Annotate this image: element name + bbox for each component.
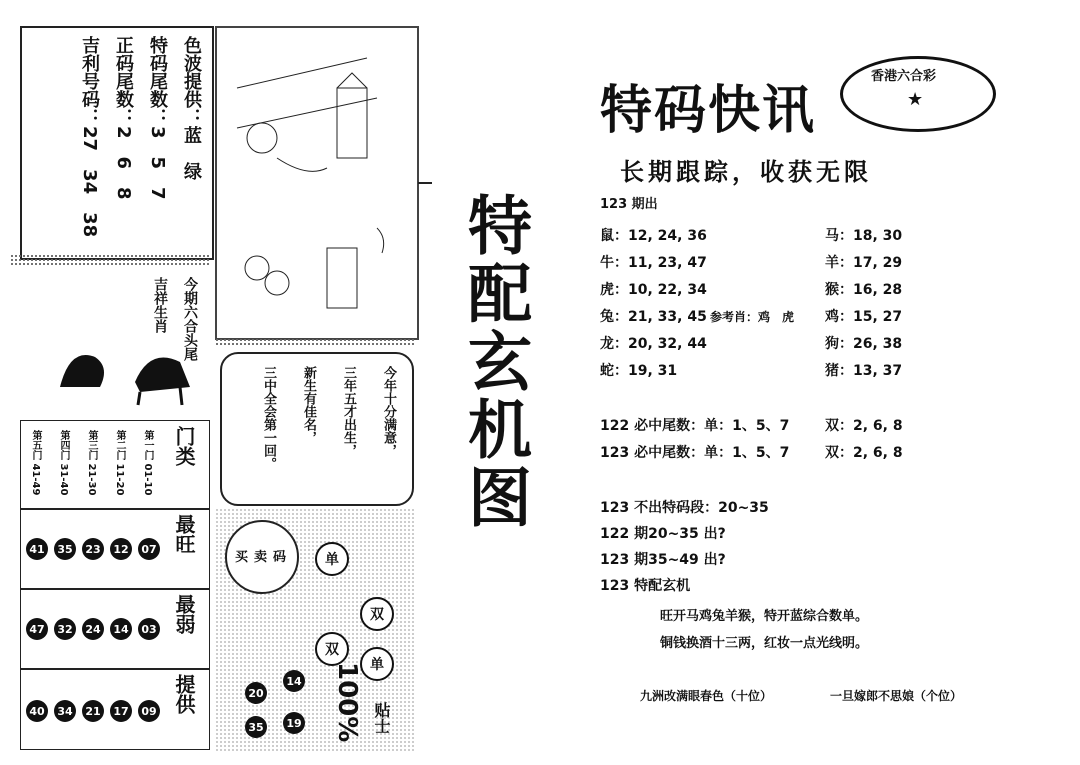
- lucky-num: 20: [245, 682, 267, 704]
- info-line-normal-tail: 正码尾数：2 6 8: [113, 36, 134, 200]
- range-line: 123 特配玄机: [600, 578, 691, 594]
- range-line: 123 不出特码段：20~35: [600, 500, 769, 516]
- row-label: 第三门 21-30: [86, 430, 97, 496]
- weak-num: 24: [82, 618, 104, 640]
- circle-text: 码: [273, 550, 287, 565]
- zodiac-title2: 吉祥生肖: [152, 277, 168, 333]
- sketch-illustration: [217, 28, 417, 338]
- stamp-circle: [840, 56, 996, 132]
- lucky-num: 19: [283, 712, 305, 734]
- dotted-divider: [215, 338, 415, 346]
- zodiac-right-row: 鸡：15, 27: [825, 309, 903, 325]
- lucky-num: 14: [283, 670, 305, 692]
- zodiac-left-row: 牛：11, 23, 47: [600, 255, 707, 271]
- stamp-text: 香港六合彩: [871, 69, 937, 84]
- sketch-box: [215, 26, 419, 340]
- circle-text: 卖: [254, 550, 268, 565]
- star-icon: ★: [907, 89, 924, 110]
- offer-num: 09: [138, 700, 160, 722]
- odd-even-badge: 双: [315, 632, 349, 666]
- main-title: 特码快讯: [600, 80, 817, 141]
- poem-line: 今年十分满意，: [381, 366, 396, 457]
- range-line: 122 期20~35 出?: [600, 526, 726, 542]
- info-box: [20, 26, 214, 260]
- offer-num: 40: [26, 700, 48, 722]
- tail-line: 122 必中尾数：单：1、5、7: [600, 418, 790, 434]
- poem-line: 三中全会第一回。: [261, 366, 276, 470]
- circle-badge: [225, 520, 299, 594]
- dotted-divider: [10, 254, 210, 266]
- offer-num: 21: [82, 700, 104, 722]
- best-num: 12: [110, 538, 132, 560]
- best-num: 23: [82, 538, 104, 560]
- zodiac-right-row: 猪：13, 37: [825, 363, 903, 379]
- col-offer: 提供: [172, 674, 196, 714]
- odd-even-badge: 单: [315, 542, 349, 576]
- reference-text: 参考肖：鸡 虎: [710, 310, 795, 324]
- row-label: 第四门 31-40: [58, 430, 69, 496]
- col-best: 最旺: [172, 514, 196, 554]
- info-line-lucky: 吉利号码：27 34 38: [79, 36, 100, 238]
- info-line-color: 色波提供：蓝 绿: [181, 36, 202, 180]
- percent-text: 100%: [332, 662, 362, 743]
- odd-even-badge: 单: [360, 647, 394, 681]
- best-num: 35: [54, 538, 76, 560]
- poem-line: 三年五才出生，: [341, 366, 356, 457]
- offer-num: 17: [110, 700, 132, 722]
- subtitle: 长期跟踪，收获无限: [620, 158, 872, 186]
- poem-box: [220, 352, 414, 506]
- poem-line: 铜钱换酒十三两，红妆一点光线明。: [660, 636, 869, 651]
- odd-even-badge: 双: [360, 597, 394, 631]
- zodiac-left-row: 蛇：19, 31: [600, 363, 678, 379]
- row-label: 第一门 01-10: [142, 430, 153, 496]
- zodiac-right-row: 猴：16, 28: [825, 282, 903, 298]
- title-mark: [418, 182, 432, 184]
- info-line-special-tail: 特码尾数：3 5 7: [147, 36, 168, 200]
- offer-num: 34: [54, 700, 76, 722]
- zodiac-left-row: 龙：20, 32, 44: [600, 336, 707, 352]
- zodiac-left-row: 兔：21, 33, 45: [600, 309, 707, 325]
- best-num: 41: [26, 538, 48, 560]
- lucky-num: 35: [245, 716, 267, 738]
- poem-line: 旺开马鸡兔羊猴，特开蓝综合数单。: [660, 609, 869, 624]
- left-panel: [10, 22, 532, 757]
- range-line: 123 期35~49 出?: [600, 552, 726, 568]
- table-header: 门类: [172, 426, 196, 466]
- col-weak: 最弱: [172, 594, 196, 634]
- weak-num: 03: [138, 618, 160, 640]
- vertical-title: 特配玄机图: [457, 192, 532, 532]
- right-panel: [600, 60, 1060, 760]
- weak-num: 47: [26, 618, 48, 640]
- tail-line: 123 必中尾数：单：1、5、7: [600, 445, 790, 461]
- row-label: 第五门 41-49: [30, 430, 41, 496]
- issue-label: 123 期出: [600, 197, 658, 212]
- tail-line: 双：2, 6, 8: [825, 418, 903, 434]
- tail-line: 双：2, 6, 8: [825, 445, 903, 461]
- zodiac-right-row: 狗：26, 38: [825, 336, 903, 352]
- weak-num: 14: [110, 618, 132, 640]
- animal-illustration: [40, 327, 200, 407]
- row-label: 第二门 11-20: [114, 430, 125, 496]
- number-table: [20, 420, 210, 750]
- recommend-text: 贴士: [372, 702, 391, 734]
- circle-text: 买: [235, 550, 249, 565]
- weak-num: 32: [54, 618, 76, 640]
- best-num: 07: [138, 538, 160, 560]
- zodiac-left-row: 鼠：12, 24, 36: [600, 228, 707, 244]
- footer-left: 九洲改满眼春色（十位）: [640, 689, 773, 703]
- zodiac-area: [20, 272, 210, 412]
- footer-right: 一旦嫁郎不思娘（个位）: [830, 689, 963, 703]
- zodiac-left-row: 虎：10, 22, 34: [600, 282, 707, 298]
- zodiac-right-row: 羊：17, 29: [825, 255, 903, 271]
- zodiac-title: 今期六合头尾: [182, 277, 198, 361]
- zodiac-right-row: 马：18, 30: [825, 228, 903, 244]
- poem-line: 新生有佳名，: [301, 366, 316, 444]
